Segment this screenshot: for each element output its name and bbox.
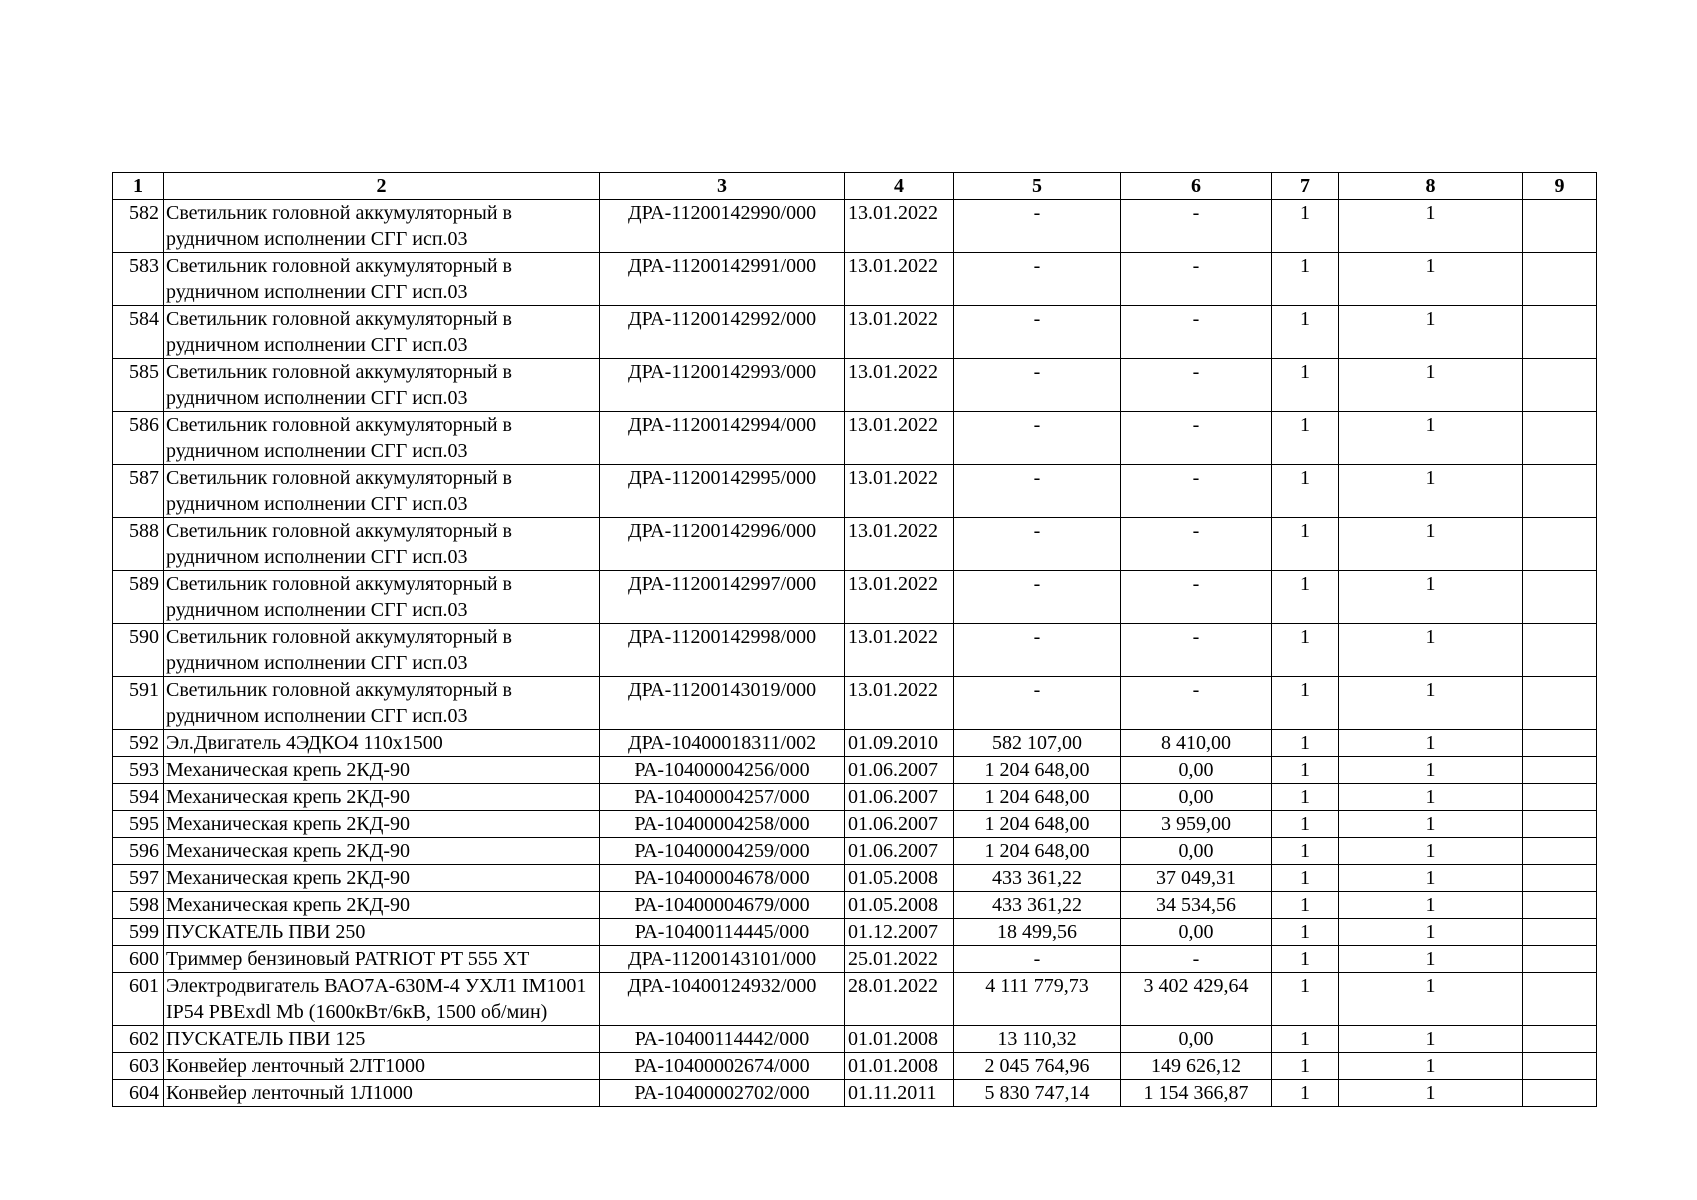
inventory-number: ДРА-11200142998/000 — [600, 624, 845, 677]
inventory-number: РА-10400004678/000 — [600, 865, 845, 892]
value-col7: 1 — [1272, 919, 1339, 946]
date: 13.01.2022 — [845, 412, 954, 465]
value-col9 — [1523, 359, 1597, 412]
value-col8: 1 — [1339, 892, 1523, 919]
value-col5: - — [954, 253, 1121, 306]
value-col8: 1 — [1339, 571, 1523, 624]
item-name: Конвейер ленточный 2ЛТ1000 — [164, 1053, 600, 1080]
col-header-7: 7 — [1272, 173, 1339, 200]
col-header-6: 6 — [1121, 173, 1272, 200]
value-col8: 1 — [1339, 1080, 1523, 1107]
value-col6: 3 402 429,64 — [1121, 973, 1272, 1026]
value-col6: 149 626,12 — [1121, 1053, 1272, 1080]
col-header-8: 8 — [1339, 173, 1523, 200]
inventory-number: ДРА-11200143019/000 — [600, 677, 845, 730]
date: 13.01.2022 — [845, 200, 954, 253]
item-name: Эл.Двигатель 4ЭДКО4 110х1500 — [164, 730, 600, 757]
value-col9 — [1523, 784, 1597, 811]
item-name: Механическая крепь 2КД-90 — [164, 811, 600, 838]
col-header-9: 9 — [1523, 173, 1597, 200]
value-col5: - — [954, 200, 1121, 253]
value-col7: 1 — [1272, 946, 1339, 973]
col-header-1: 1 — [113, 173, 164, 200]
row-number: 591 — [113, 677, 164, 730]
value-col9 — [1523, 518, 1597, 571]
date: 01.09.2010 — [845, 730, 954, 757]
inventory-table — [112, 172, 1597, 1107]
date: 13.01.2022 — [845, 359, 954, 412]
date: 01.06.2007 — [845, 811, 954, 838]
value-col8: 1 — [1339, 200, 1523, 253]
value-col7: 1 — [1272, 677, 1339, 730]
date: 01.11.2011 — [845, 1080, 954, 1107]
table-row — [113, 838, 1597, 865]
value-col6: 8 410,00 — [1121, 730, 1272, 757]
item-name: Механическая крепь 2КД-90 — [164, 892, 600, 919]
inventory-number: ДРА-11200142997/000 — [600, 571, 845, 624]
value-col9 — [1523, 571, 1597, 624]
date: 13.01.2022 — [845, 465, 954, 518]
inventory-number: РА-10400004258/000 — [600, 811, 845, 838]
table-row — [113, 253, 1597, 306]
table-row — [113, 1053, 1597, 1080]
value-col6: 37 049,31 — [1121, 865, 1272, 892]
table-row — [113, 571, 1597, 624]
value-col5: 4 111 779,73 — [954, 973, 1121, 1026]
value-col8: 1 — [1339, 624, 1523, 677]
value-col8: 1 — [1339, 306, 1523, 359]
date: 01.01.2008 — [845, 1053, 954, 1080]
row-number: 587 — [113, 465, 164, 518]
value-col9 — [1523, 253, 1597, 306]
value-col5: - — [954, 518, 1121, 571]
col-header-5: 5 — [954, 173, 1121, 200]
value-col5: 1 204 648,00 — [954, 838, 1121, 865]
value-col9 — [1523, 412, 1597, 465]
date: 13.01.2022 — [845, 306, 954, 359]
value-col9 — [1523, 892, 1597, 919]
value-col6: - — [1121, 412, 1272, 465]
value-col7: 1 — [1272, 892, 1339, 919]
row-number: 602 — [113, 1026, 164, 1053]
table-row — [113, 730, 1597, 757]
value-col5: - — [954, 624, 1121, 677]
value-col8: 1 — [1339, 359, 1523, 412]
table-row — [113, 465, 1597, 518]
item-name: Светильник головной аккумуляторный в рудничном исполнении СГГ исп.03 — [164, 518, 600, 571]
value-col8: 1 — [1339, 730, 1523, 757]
value-col7: 1 — [1272, 624, 1339, 677]
value-col5: - — [954, 412, 1121, 465]
row-number: 595 — [113, 811, 164, 838]
value-col9 — [1523, 919, 1597, 946]
date: 01.06.2007 — [845, 757, 954, 784]
inventory-number: РА-10400114445/000 — [600, 919, 845, 946]
value-col5: 1 204 648,00 — [954, 757, 1121, 784]
item-name: Механическая крепь 2КД-90 — [164, 757, 600, 784]
item-name: Светильник головной аккумуляторный в рудничном исполнении СГГ исп.03 — [164, 677, 600, 730]
value-col5: 5 830 747,14 — [954, 1080, 1121, 1107]
item-name: ПУСКАТЕЛЬ ПВИ 250 — [164, 919, 600, 946]
value-col9 — [1523, 1080, 1597, 1107]
date: 01.05.2008 — [845, 865, 954, 892]
item-name: Механическая крепь 2КД-90 — [164, 784, 600, 811]
value-col5: 582 107,00 — [954, 730, 1121, 757]
inventory-number: РА-10400114442/000 — [600, 1026, 845, 1053]
value-col5: - — [954, 465, 1121, 518]
date: 01.01.2008 — [845, 1026, 954, 1053]
value-col9 — [1523, 465, 1597, 518]
value-col6: 3 959,00 — [1121, 811, 1272, 838]
value-col9 — [1523, 811, 1597, 838]
value-col6: - — [1121, 518, 1272, 571]
item-name: Светильник головной аккумуляторный в рудничном исполнении СГГ исп.03 — [164, 412, 600, 465]
header-row — [113, 173, 1597, 200]
value-col8: 1 — [1339, 412, 1523, 465]
col-header-3: 3 — [600, 173, 845, 200]
col-header-4: 4 — [845, 173, 954, 200]
value-col9 — [1523, 306, 1597, 359]
item-name: Триммер бензиновый PATRIOT PT 555 XT — [164, 946, 600, 973]
item-name: Механическая крепь 2КД-90 — [164, 865, 600, 892]
value-col9 — [1523, 1026, 1597, 1053]
date: 01.12.2007 — [845, 919, 954, 946]
value-col8: 1 — [1339, 838, 1523, 865]
row-number: 599 — [113, 919, 164, 946]
inventory-number: ДРА-11200142990/000 — [600, 200, 845, 253]
value-col8: 1 — [1339, 973, 1523, 1026]
value-col9 — [1523, 624, 1597, 677]
date: 13.01.2022 — [845, 624, 954, 677]
value-col7: 1 — [1272, 757, 1339, 784]
value-col7: 1 — [1272, 200, 1339, 253]
value-col7: 1 — [1272, 784, 1339, 811]
value-col8: 1 — [1339, 677, 1523, 730]
table-row — [113, 306, 1597, 359]
table-row — [113, 865, 1597, 892]
item-name: Электродвигатель ВАО7А-630М-4 УХЛ1 IM1001 IP54 PBExdl Mb (1600кВт/6кВ, 1500 об/мин) — [164, 973, 600, 1026]
value-col6: - — [1121, 253, 1272, 306]
value-col5: 433 361,22 — [954, 892, 1121, 919]
row-number: 583 — [113, 253, 164, 306]
value-col9 — [1523, 730, 1597, 757]
value-col6: 1 154 366,87 — [1121, 1080, 1272, 1107]
value-col8: 1 — [1339, 1053, 1523, 1080]
value-col7: 1 — [1272, 865, 1339, 892]
value-col7: 1 — [1272, 518, 1339, 571]
row-number: 593 — [113, 757, 164, 784]
value-col7: 1 — [1272, 1053, 1339, 1080]
item-name: Механическая крепь 2КД-90 — [164, 838, 600, 865]
item-name: Конвейер ленточный 1Л1000 — [164, 1080, 600, 1107]
value-col7: 1 — [1272, 253, 1339, 306]
table-row — [113, 919, 1597, 946]
date: 13.01.2022 — [845, 518, 954, 571]
row-number: 584 — [113, 306, 164, 359]
col-header-2: 2 — [164, 173, 600, 200]
value-col9 — [1523, 677, 1597, 730]
value-col8: 1 — [1339, 1026, 1523, 1053]
table-row — [113, 359, 1597, 412]
date: 25.01.2022 — [845, 946, 954, 973]
inventory-number: ДРА-11200142996/000 — [600, 518, 845, 571]
value-col6: 0,00 — [1121, 919, 1272, 946]
row-number: 597 — [113, 865, 164, 892]
value-col9 — [1523, 973, 1597, 1026]
table-row — [113, 677, 1597, 730]
date: 13.01.2022 — [845, 677, 954, 730]
value-col8: 1 — [1339, 757, 1523, 784]
row-number: 590 — [113, 624, 164, 677]
value-col7: 1 — [1272, 306, 1339, 359]
inventory-number: ДРА-10400124932/000 — [600, 973, 845, 1026]
value-col8: 1 — [1339, 946, 1523, 973]
date: 01.06.2007 — [845, 784, 954, 811]
item-name: Светильник головной аккумуляторный в рудничном исполнении СГГ исп.03 — [164, 359, 600, 412]
value-col9 — [1523, 865, 1597, 892]
value-col6: - — [1121, 624, 1272, 677]
row-number: 604 — [113, 1080, 164, 1107]
value-col8: 1 — [1339, 865, 1523, 892]
inventory-number: ДРА-11200142995/000 — [600, 465, 845, 518]
row-number: 592 — [113, 730, 164, 757]
value-col6: - — [1121, 306, 1272, 359]
inventory-number: РА-10400004679/000 — [600, 892, 845, 919]
value-col7: 1 — [1272, 730, 1339, 757]
table-row — [113, 624, 1597, 677]
value-col6: - — [1121, 465, 1272, 518]
value-col6: - — [1121, 200, 1272, 253]
date: 13.01.2022 — [845, 253, 954, 306]
inventory-number: ДРА-11200142994/000 — [600, 412, 845, 465]
row-number: 594 — [113, 784, 164, 811]
row-number: 600 — [113, 946, 164, 973]
value-col5: 1 204 648,00 — [954, 784, 1121, 811]
value-col6: - — [1121, 946, 1272, 973]
row-number: 598 — [113, 892, 164, 919]
inventory-number: РА-10400004259/000 — [600, 838, 845, 865]
inventory-number: РА-10400002702/000 — [600, 1080, 845, 1107]
value-col5: - — [954, 946, 1121, 973]
value-col6: - — [1121, 677, 1272, 730]
value-col6: 0,00 — [1121, 838, 1272, 865]
value-col7: 1 — [1272, 1026, 1339, 1053]
item-name: Светильник головной аккумуляторный в рудничном исполнении СГГ исп.03 — [164, 253, 600, 306]
value-col9 — [1523, 1053, 1597, 1080]
row-number: 585 — [113, 359, 164, 412]
table-row — [113, 1026, 1597, 1053]
inventory-number: РА-10400002674/000 — [600, 1053, 845, 1080]
item-name: Светильник головной аккумуляторный в рудничном исполнении СГГ исп.03 — [164, 306, 600, 359]
table-row — [113, 784, 1597, 811]
table-row — [113, 757, 1597, 784]
row-number: 596 — [113, 838, 164, 865]
value-col8: 1 — [1339, 465, 1523, 518]
inventory-number: ДРА-11200142991/000 — [600, 253, 845, 306]
value-col7: 1 — [1272, 465, 1339, 518]
table-row — [113, 1080, 1597, 1107]
value-col5: 2 045 764,96 — [954, 1053, 1121, 1080]
value-col7: 1 — [1272, 838, 1339, 865]
table-body — [113, 200, 1597, 1107]
value-col7: 1 — [1272, 1080, 1339, 1107]
row-number: 582 — [113, 200, 164, 253]
table-row — [113, 412, 1597, 465]
value-col5: 13 110,32 — [954, 1026, 1121, 1053]
row-number: 603 — [113, 1053, 164, 1080]
value-col8: 1 — [1339, 919, 1523, 946]
value-col5: - — [954, 359, 1121, 412]
value-col9 — [1523, 757, 1597, 784]
value-col9 — [1523, 946, 1597, 973]
value-col5: 433 361,22 — [954, 865, 1121, 892]
value-col6: - — [1121, 571, 1272, 624]
value-col6: - — [1121, 359, 1272, 412]
value-col5: - — [954, 306, 1121, 359]
value-col5: 1 204 648,00 — [954, 811, 1121, 838]
inventory-number: ДРА-11200143101/000 — [600, 946, 845, 973]
value-col7: 1 — [1272, 359, 1339, 412]
value-col7: 1 — [1272, 973, 1339, 1026]
value-col8: 1 — [1339, 811, 1523, 838]
item-name: Светильник головной аккумуляторный в рудничном исполнении СГГ исп.03 — [164, 571, 600, 624]
value-col5: 18 499,56 — [954, 919, 1121, 946]
inventory-number: ДРА-10400018311/002 — [600, 730, 845, 757]
date: 13.01.2022 — [845, 571, 954, 624]
value-col6: 0,00 — [1121, 757, 1272, 784]
value-col5: - — [954, 677, 1121, 730]
row-number: 588 — [113, 518, 164, 571]
table-row — [113, 973, 1597, 1026]
item-name: ПУСКАТЕЛЬ ПВИ 125 — [164, 1026, 600, 1053]
table-row — [113, 946, 1597, 973]
table-row — [113, 811, 1597, 838]
value-col7: 1 — [1272, 811, 1339, 838]
row-number: 589 — [113, 571, 164, 624]
value-col8: 1 — [1339, 518, 1523, 571]
item-name: Светильник головной аккумуляторный в рудничном исполнении СГГ исп.03 — [164, 465, 600, 518]
value-col9 — [1523, 200, 1597, 253]
value-col8: 1 — [1339, 784, 1523, 811]
value-col6: 0,00 — [1121, 1026, 1272, 1053]
value-col8: 1 — [1339, 253, 1523, 306]
value-col9 — [1523, 838, 1597, 865]
date: 01.05.2008 — [845, 892, 954, 919]
row-number: 601 — [113, 973, 164, 1026]
item-name: Светильник головной аккумуляторный в рудничном исполнении СГГ исп.03 — [164, 624, 600, 677]
date: 28.01.2022 — [845, 973, 954, 1026]
table-row — [113, 200, 1597, 253]
value-col6: 34 534,56 — [1121, 892, 1272, 919]
inventory-number: РА-10400004256/000 — [600, 757, 845, 784]
value-col7: 1 — [1272, 571, 1339, 624]
table-row — [113, 892, 1597, 919]
date: 01.06.2007 — [845, 838, 954, 865]
row-number: 586 — [113, 412, 164, 465]
value-col7: 1 — [1272, 412, 1339, 465]
inventory-number: ДРА-11200142993/000 — [600, 359, 845, 412]
inventory-number: РА-10400004257/000 — [600, 784, 845, 811]
value-col6: 0,00 — [1121, 784, 1272, 811]
inventory-number: ДРА-11200142992/000 — [600, 306, 845, 359]
item-name: Светильник головной аккумуляторный в рудничном исполнении СГГ исп.03 — [164, 200, 600, 253]
table-row — [113, 518, 1597, 571]
value-col5: - — [954, 571, 1121, 624]
